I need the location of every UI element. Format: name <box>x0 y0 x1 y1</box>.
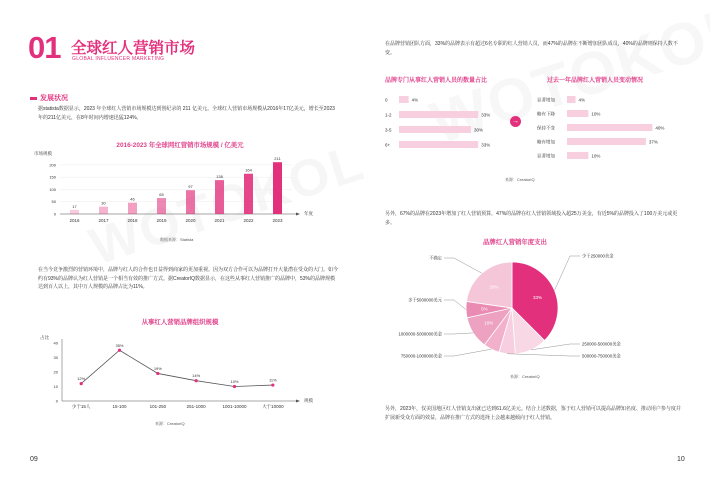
chart1-ylabel: 市场规模 <box>34 151 52 156</box>
chart4-bar-label: 4% <box>578 97 586 103</box>
chart5-leader-line <box>554 256 580 290</box>
chart1-bar <box>70 210 79 214</box>
chart5-category: 750000-1000000美金 <box>400 353 442 359</box>
chart2-ytick: 20 <box>53 369 58 375</box>
chart2-xtick: 1001-10000 <box>222 404 247 409</box>
chart1-xtick: 2021 <box>214 218 225 223</box>
chart2-xaxis-arrow <box>296 400 300 403</box>
chart1-xtick: 2019 <box>156 218 167 223</box>
chart5-slice-label: 33% <box>532 294 543 300</box>
chart2-point-label: 19% <box>153 365 162 371</box>
chart5-source: 来源：CreatorIQ <box>510 374 540 379</box>
chart4-category: 显著增加 <box>537 153 555 159</box>
page-subtitle: GLOBAL INFLUENCER MARKETING <box>72 56 165 62</box>
right-paragraph-2: 另外，67%的品牌在2023年增加了红人营销预算，47%的品牌在红人营销领域投入超25万美金，有近5%的品牌投入了100万美元或更多。 <box>385 211 678 226</box>
chart3-category: 3-5 <box>385 127 392 133</box>
chart1-bar-label: 211 <box>274 156 281 162</box>
chart5-category: 500000-750000美金 <box>582 353 621 359</box>
chart5-leader-line <box>444 349 491 356</box>
chart4-bar <box>567 124 652 131</box>
page-number-left: 09 <box>30 456 38 463</box>
chapter-number: 01 <box>28 30 61 65</box>
chart2-point <box>118 349 121 352</box>
chart5-slice-label: 20% <box>489 284 499 290</box>
chart1-ytick: 0 <box>53 211 56 217</box>
paragraph-1: 据statista数据显示，2023 年全球红人营销市场规模达到创纪录的 211 亿美元。全球红人营销市场规模从2016年17亿美元，增长至2023年的211亿美元，在8年时间内增速迅猛124%。 <box>38 106 335 121</box>
right-page <box>355 0 710 485</box>
paragraph-2: 在当今竞争激烈的营销环境中，品牌与红人的合作也日益得到商家的更加重视。因为双方合作可以为品牌打开大量潜在受众的大门。如今约有93%的品牌认为红人营销是一个相当有效的推广方式。据CreatorIQ数据显示，在这些从事红人营销推广的品牌中，53%的品牌规模达到百人以上，其中万人规模的品牌占比为11%。 <box>38 267 339 290</box>
chart1-bar-label: 30 <box>101 200 106 206</box>
chart2-point <box>80 382 83 385</box>
chart2-xtick: 251-1000 <box>186 404 206 409</box>
chart4-category: 显著增加 <box>537 97 555 103</box>
chart2-point-label: 12% <box>77 376 86 382</box>
chart2-point-label: 11% <box>268 377 277 383</box>
section-marker <box>30 97 37 100</box>
chart1-xtick: 2023 <box>272 218 283 223</box>
chart4-bar <box>567 138 646 145</box>
chart2-point-label: 14% <box>192 373 201 379</box>
chart1-bar-label: 97 <box>188 184 193 190</box>
chart1-xtick: 2020 <box>185 218 196 223</box>
chart3-bar <box>399 141 478 148</box>
chart2-ytick: 10 <box>53 384 58 389</box>
staff-count-bar-chart <box>383 88 523 168</box>
chart4-title: 过去一年品牌红人营销人员变动情况 <box>547 78 644 84</box>
chart2-ytick: 40 <box>53 340 58 346</box>
chart3-bar-label: 33% <box>481 142 491 148</box>
chart1-ytick: 150 <box>49 174 56 180</box>
chart1-bar-label: 164 <box>245 167 252 173</box>
chart1-xtick: 2016 <box>69 218 80 223</box>
chart1-ytick: 200 <box>49 162 56 168</box>
chart1-bar <box>157 198 166 214</box>
chart5-slice-label: 5% <box>481 306 488 312</box>
chart4-bar <box>567 152 588 159</box>
chart1-xaxis-arrow <box>296 213 300 216</box>
annual-spend-pie-chart <box>385 248 685 373</box>
chart1-bar <box>186 190 195 214</box>
chart5-leader-line <box>444 333 473 334</box>
chart4-bar-label: 37% <box>648 139 658 145</box>
chart5-category: 少于250000美金 <box>582 253 614 259</box>
chart2-title: 从事红人营销品牌组织规模 <box>141 319 219 326</box>
chart1-bar <box>273 162 282 214</box>
staff-change-bar-chart <box>535 88 685 168</box>
chart3-bar <box>399 126 471 133</box>
chart2-point-label: 10% <box>230 379 239 384</box>
chart3-bar-label: 33% <box>481 112 491 118</box>
chart2-source: 来源：CreatorIQ <box>155 421 185 426</box>
market-size-bar-chart <box>30 148 340 243</box>
chart1-xtick: 2018 <box>127 218 138 223</box>
chart2-ytick: 0 <box>55 398 58 404</box>
chart1-bar-label: 138 <box>216 174 223 180</box>
right-paragraph-3: 另外，2023年，仅美国地区红人营销支出就已达到61.6亿美元。结合上述数据，鉴于红人营销可以提高品牌知名度、推动用户参与度并扩展新受众方面的效益，品牌在推广方式的选择上会越来越倾向于红人营销。 <box>385 406 681 421</box>
chart2-xtick: 少于15人 <box>71 404 91 409</box>
chart4-bar-label: 40% <box>655 125 665 131</box>
chart1-bar <box>215 180 224 214</box>
chart1-ytick: 50 <box>51 199 56 205</box>
chart4-category: 略有下降 <box>537 111 555 117</box>
chart3-bar <box>399 96 409 103</box>
chart4-bar-label: 10% <box>591 153 601 159</box>
chart1-xtick: 2022 <box>243 218 254 223</box>
chart3-category: 0 <box>385 97 388 103</box>
chart5-slice-label: 10% <box>484 320 494 326</box>
chart2-xlabel: 规模 <box>304 398 313 403</box>
chart4-category: 保持不变 <box>537 125 555 131</box>
chart5-leader-line <box>507 354 580 356</box>
page-number-right: 10 <box>677 456 685 463</box>
chart4-category: 略有增加 <box>537 139 555 145</box>
chart1-bar <box>244 174 253 214</box>
chart1-xlabel: 年度 <box>304 211 313 216</box>
chart3-category: 1-2 <box>385 112 392 118</box>
chart1-bar-label: 17 <box>72 203 77 209</box>
arrow-right-icon: → <box>512 118 519 125</box>
chart4-bar-label: 10% <box>591 111 601 117</box>
chart2-point <box>156 372 159 375</box>
chart5-category: 不确定 <box>429 255 442 261</box>
chart3-category: 6+ <box>385 142 391 148</box>
chart5-category: 250000-500000美金 <box>582 341 621 347</box>
chart3-bar-label: 4% <box>411 97 419 103</box>
chart2-point <box>271 383 274 386</box>
chart3-bar-label: 30% <box>474 127 484 133</box>
chart5-title: 品牌红人营销年度支出 <box>483 239 547 246</box>
section-title: 发展状况 <box>40 95 68 102</box>
chart1-bar-label: 46 <box>130 196 135 202</box>
chart5-category: 多于5000000美元 <box>408 297 442 303</box>
chart2-xtick: 101-250 <box>149 404 167 409</box>
chart2-point <box>233 385 236 388</box>
chart2-ytick: 30 <box>53 355 58 360</box>
chart4-bar <box>567 96 576 103</box>
chart2-xtick: 大于10000 <box>262 404 284 409</box>
chart2-xtick: 15-100 <box>112 404 127 409</box>
chart1-bar-label: 65 <box>159 192 164 198</box>
chart2-point <box>195 379 198 382</box>
chart2-ylabel: 占比 <box>40 335 49 340</box>
chart1-bar <box>128 203 137 214</box>
right-paragraph-1: 在品牌营销团队方面，33%的品牌表示有超过6名专职的红人营销人员，而47%的品牌在不断增加团队成员，40%的品牌则保持人数不变。 <box>385 41 678 56</box>
chart1-title: 2016-2023 年全球网红营销市场规模 / 亿美元 <box>116 142 244 149</box>
chart5-leader-line <box>444 258 482 273</box>
chart1-bar <box>99 207 108 214</box>
page-title: 全球红人营销市场 <box>71 40 196 57</box>
chart2-point-label: 35% <box>115 342 124 348</box>
chart34-source: 来源：CreatorIQ <box>505 177 535 182</box>
chart3-title: 品牌专门从事红人营销人员的数量占比 <box>385 78 488 84</box>
chart3-bar <box>399 111 478 118</box>
chart5-leader-line <box>444 300 466 310</box>
chart1-xtick: 2017 <box>98 218 109 223</box>
org-size-line-chart <box>40 333 330 415</box>
chart4-bar <box>567 110 588 117</box>
chart1-source: 数据来源：Statista <box>160 237 194 242</box>
chart2-series-line <box>81 350 273 386</box>
chart5-category: 1000000-5000000美金 <box>398 331 442 337</box>
chart1-ytick: 100 <box>49 186 56 192</box>
